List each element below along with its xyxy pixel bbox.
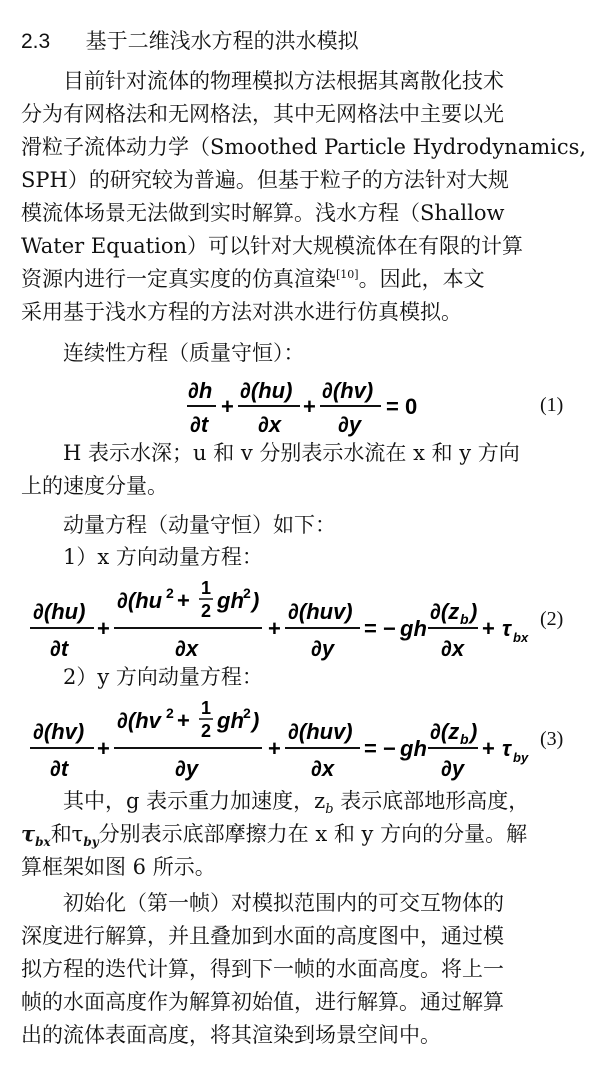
final-line-2: 拟方程的迭代计算，得到下一帧的水面高度。将上一 <box>21 957 504 981</box>
equation-2 <box>0 574 603 664</box>
section-heading <box>21 28 603 55</box>
para1-line-3: SPH）的研究较为普遍。但基于粒子的方法针对大规 <box>21 168 509 192</box>
where-sub-b: b <box>325 802 334 818</box>
svg-text:1: 1 <box>201 578 212 598</box>
svg-text:gh: gh <box>217 588 244 613</box>
svg-text:∂x: ∂x <box>441 636 465 661</box>
svg-text:2: 2 <box>201 601 212 621</box>
svg-text:by: by <box>513 750 529 765</box>
svg-text:+: + <box>97 736 110 761</box>
where-text-a: 其中，g 表示重力加速度，z <box>63 789 326 813</box>
para1-line-0: 目前针对流体的物理模拟方法根据其离散化技术 <box>63 69 504 93</box>
where-text-c: 表示底部地形高度， <box>333 789 530 813</box>
svg-text:= 0: = 0 <box>386 394 418 419</box>
final-line-3: 帧的水面高度作为解算初始值，进行解算。通过解算 <box>21 990 504 1014</box>
para1-line-5: Water Equation）可以针对大规模流体在有限的计算 <box>21 234 523 258</box>
svg-text:b: b <box>460 611 469 627</box>
tau-sub-bx: bx <box>35 835 51 850</box>
where-line-1 <box>21 821 603 855</box>
svg-text:2: 2 <box>166 585 174 601</box>
svg-text:∂(huv): ∂(huv) <box>288 599 353 624</box>
where-text-and: 和τ <box>50 822 84 846</box>
svg-text:∂(hu): ∂(hu) <box>240 378 293 403</box>
svg-text:∂y: ∂y <box>311 636 335 661</box>
svg-text:+: + <box>97 616 110 641</box>
where-line-2: 算框架如图 6 所示。 <box>21 855 216 879</box>
svg-text:2: 2 <box>243 705 251 721</box>
svg-text:+: + <box>177 708 190 733</box>
svg-text:): ) <box>470 599 478 624</box>
svg-text:∂t: ∂t <box>50 756 69 781</box>
para1-line-8: 采用基于浅水方程的方法对洪水进行仿真模拟。 <box>21 300 462 324</box>
para1-line-6b: 。因此，本文 <box>358 267 485 291</box>
svg-text:∂x: ∂x <box>311 756 335 781</box>
vars-desc-line-0: H 表示水深；u 和 v 分别表示水流在 x 和 y 方向 <box>63 441 520 465</box>
svg-text:+: + <box>221 394 234 419</box>
svg-text:∂y: ∂y <box>338 412 362 437</box>
svg-text:∂(z: ∂(z <box>430 719 460 744</box>
continuity-label: 连续性方程（质量守恒）： <box>63 341 305 365</box>
equation-3 <box>0 694 603 784</box>
svg-text:∂(hv): ∂(hv) <box>322 378 374 403</box>
svg-text:∂x: ∂x <box>258 412 282 437</box>
svg-text:∂t: ∂t <box>50 636 69 661</box>
svg-text:+: + <box>177 588 190 613</box>
svg-text:τ: τ <box>502 736 511 761</box>
where-line-0 <box>63 788 603 823</box>
svg-text:∂(hu): ∂(hu) <box>33 599 86 624</box>
svg-text:1: 1 <box>201 698 212 718</box>
svg-text:∂(hv): ∂(hv) <box>33 719 85 744</box>
svg-text:∂(hv: ∂(hv <box>117 708 161 733</box>
svg-text:2: 2 <box>201 721 212 741</box>
svg-text:): ) <box>252 708 260 733</box>
svg-text:∂(huv): ∂(huv) <box>288 719 353 744</box>
equation-2-svg <box>0 574 603 664</box>
svg-text:∂y: ∂y <box>175 756 199 781</box>
tau-symbol-1: τ <box>21 821 36 846</box>
svg-text:2: 2 <box>243 585 251 601</box>
citation-ref: [10] <box>336 268 359 281</box>
vars-desc-line-1: 上的速度分量。 <box>21 474 168 498</box>
final-line-4: 出的流体表面高度，将其渲染到场景空间中。 <box>21 1023 441 1047</box>
equation-1 <box>0 370 603 440</box>
svg-text:bx: bx <box>513 630 529 645</box>
para1-line-2: 滑粒子流体动力学（Smoothed Particle Hydrodynamics, <box>21 135 587 159</box>
svg-text:gh: gh <box>400 616 427 641</box>
svg-text:): ) <box>252 588 260 613</box>
svg-text:= −: = − <box>364 736 396 761</box>
svg-text:2: 2 <box>166 705 174 721</box>
final-line-1: 深度进行解算，并且叠加到水面的高度图中，通过模 <box>21 924 504 948</box>
eq1-number: (1) <box>540 394 564 416</box>
svg-text:gh: gh <box>217 708 244 733</box>
svg-text:+: + <box>268 736 281 761</box>
tau-sub-by: by <box>83 835 99 850</box>
svg-text:τ: τ <box>502 616 511 641</box>
section-number: 2.3 <box>21 30 51 53</box>
svg-text:gh: gh <box>400 736 427 761</box>
momentum-label: 动量方程（动量守恒）如下： <box>63 513 336 537</box>
equation-1-svg <box>0 370 603 440</box>
eq1-dh: ∂h <box>188 378 213 403</box>
eq3-number: (3) <box>540 728 564 750</box>
y-momentum-label: 2）y 方向动量方程： <box>63 665 263 689</box>
where-text-rest: 分别表示底部摩擦力在 x 和 y 方向的分量。解 <box>98 822 528 846</box>
svg-text:b: b <box>460 731 469 747</box>
x-momentum-label: 1）x 方向动量方程： <box>63 545 263 569</box>
svg-text:∂t: ∂t <box>190 412 209 437</box>
svg-text:= −: = − <box>364 616 396 641</box>
svg-text:+: + <box>303 394 316 419</box>
svg-text:+: + <box>482 616 495 641</box>
svg-text:+: + <box>268 616 281 641</box>
eq2-number: (2) <box>540 608 564 630</box>
svg-text:∂x: ∂x <box>175 636 199 661</box>
para1-line-4: 模流体场景无法做到实时解算。浅水方程（Shallow <box>21 201 505 225</box>
final-line-0: 初始化（第一帧）对模拟范围内的可交互物体的 <box>63 891 504 915</box>
section-title: 基于二维浅水方程的洪水模拟 <box>85 29 359 53</box>
para1-line-6 <box>21 266 603 292</box>
para1-line-6a: 资源内进行一定真实度的仿真渲染 <box>21 267 336 291</box>
equation-3-svg <box>0 694 603 784</box>
svg-text:∂(hu: ∂(hu <box>117 588 163 613</box>
svg-text:): ) <box>470 719 478 744</box>
svg-text:∂(z: ∂(z <box>430 599 460 624</box>
svg-text:+: + <box>482 736 495 761</box>
para1-line-1: 分为有网格法和无网格法，其中无网格法中主要以光 <box>21 102 504 126</box>
svg-text:∂y: ∂y <box>441 756 465 781</box>
